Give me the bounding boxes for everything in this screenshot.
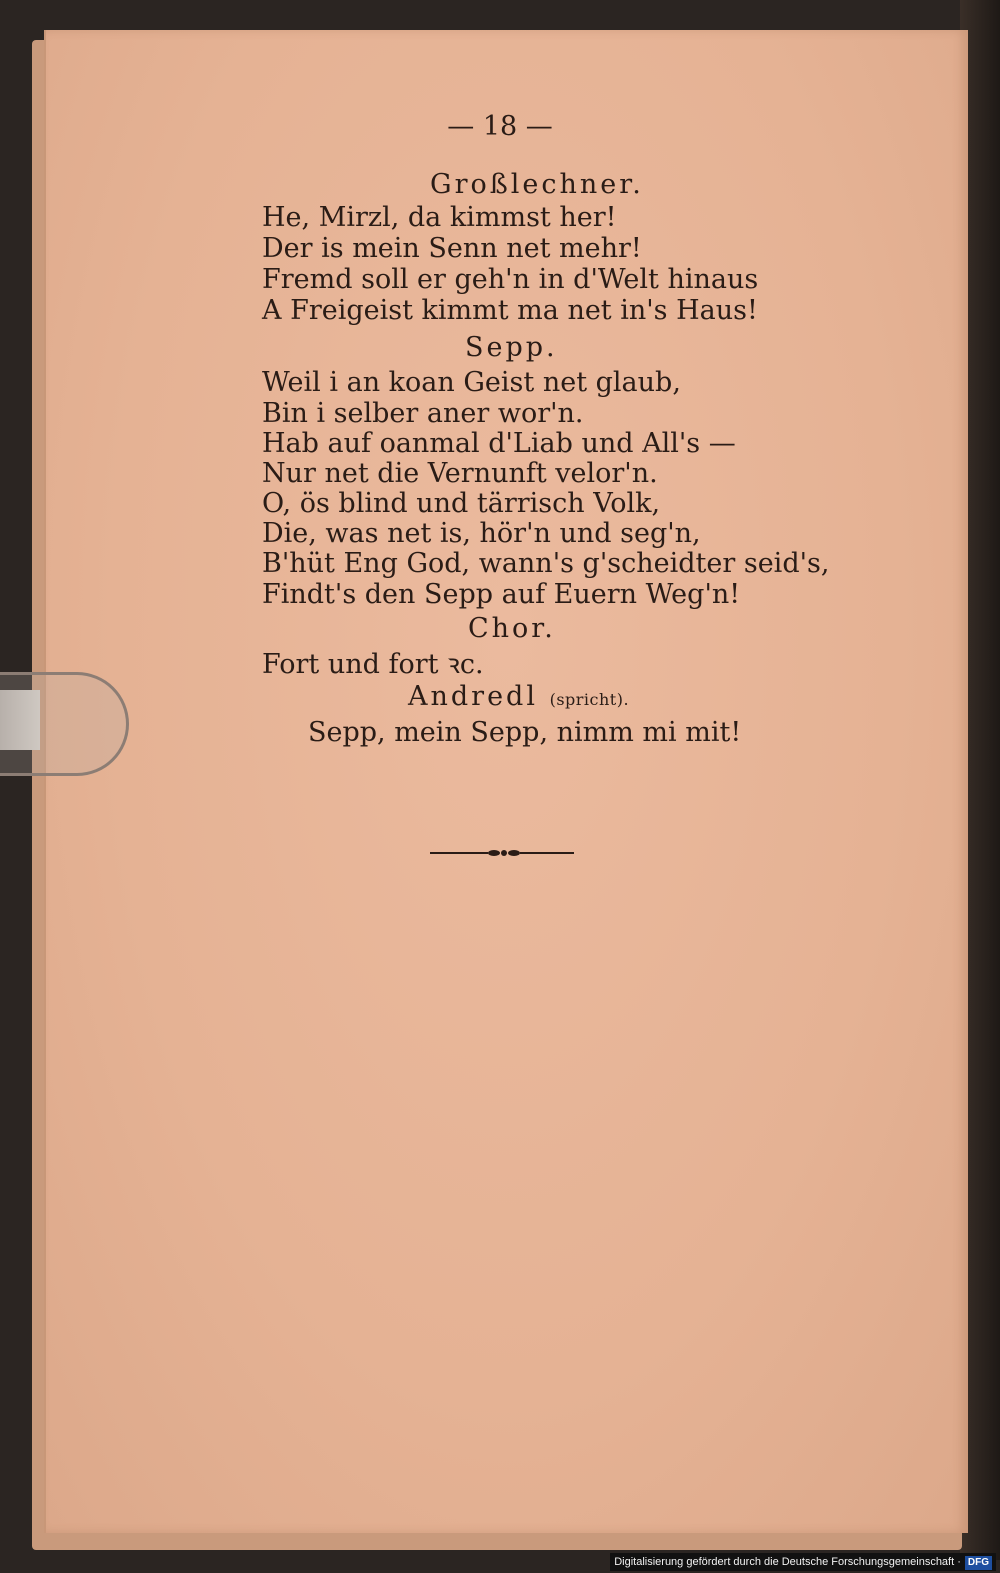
- credit-text: Digitalisierung gefördert durch die Deutsche Forschungsgemeinschaft ·: [614, 1556, 961, 1568]
- verse-line: Fremd soll er geh'n in d'Welt hinaus: [262, 264, 759, 295]
- speaker-grosslechner: Großlechner.: [430, 169, 644, 200]
- verse-line: Weil i an koan Geist net glaub,: [262, 367, 681, 398]
- speaker-name: Andredl: [408, 681, 538, 712]
- verse-line: B'hüt Eng God, wann's g'scheidter seid's,: [262, 548, 830, 579]
- speaker-andredl: [408, 682, 629, 715]
- verse-line: Die, was net is, hör'n und seg'n,: [262, 518, 701, 549]
- ornament-divider: [430, 846, 574, 860]
- dfg-logo: DFG: [965, 1556, 992, 1570]
- page-clip: [0, 672, 129, 776]
- verse-line: Der is mein Senn net mehr!: [262, 233, 642, 264]
- speaker-chor: Chor.: [468, 613, 556, 644]
- digitization-credit: [610, 1553, 996, 1571]
- stage-direction: (spricht).: [549, 690, 630, 709]
- verse-line: Bin i selber aner wor'n.: [262, 398, 584, 429]
- verse-line: O, ös blind und tärrisch Volk,: [262, 488, 661, 519]
- verse-line: Nur net die Vernunft velor'n.: [262, 458, 658, 489]
- ornament-dot: [508, 850, 520, 856]
- verse-line: He, Mirzl, da kimmst her!: [262, 202, 617, 233]
- verse-line: A Freigeist kimmt ma net in's Haus!: [262, 295, 758, 326]
- verse-line: Fort und fort ꝛc.: [262, 649, 484, 680]
- ornament-dot: [488, 850, 500, 856]
- verse-line: Hab auf oanmal d'Liab und All's —: [262, 428, 736, 459]
- ornament-dot: [501, 850, 507, 856]
- page-number: — 18 —: [447, 111, 553, 142]
- speaker-sepp: Sepp.: [465, 332, 558, 363]
- verse-line: Sepp, mein Sepp, nimm mi mit!: [308, 717, 742, 748]
- verse-line: Findt's den Sepp auf Euern Weg'n!: [262, 579, 741, 610]
